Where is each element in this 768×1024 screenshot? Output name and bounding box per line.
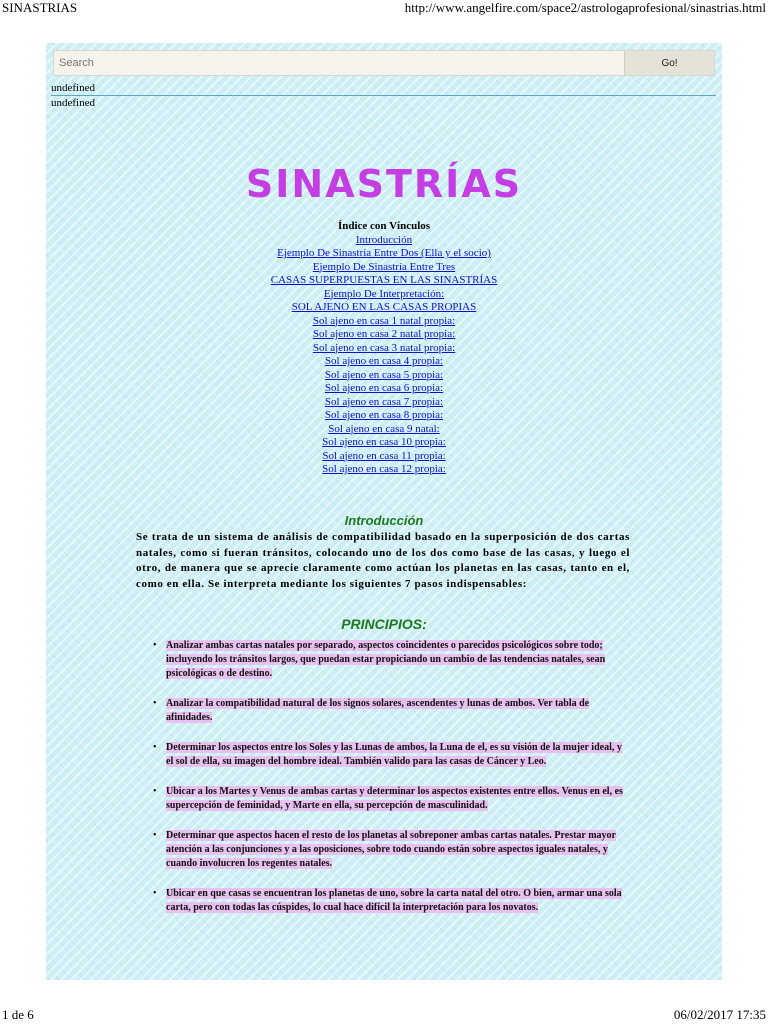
index-link[interactable]: Introducción <box>355 233 413 246</box>
page-title: SINASTRIAS <box>2 0 78 15</box>
page-number: 1 de 6 <box>2 1007 34 1022</box>
index-link[interactable]: Sol ajeno en casa 8 propia: <box>324 409 444 421</box>
list-item <box>150 829 628 871</box>
list-item <box>150 741 628 769</box>
list-item <box>150 697 628 725</box>
principle-text: Ubicar a los Martes y Venus de ambas cartas y determinar los aspectos existentes entre ellos. Venus en el, es supercepción de feminidad, y Marte en ella, su percepción de masculinidad. <box>166 786 623 811</box>
index-link[interactable]: Sol ajeno en casa 9 natal: <box>328 422 440 435</box>
principles-list <box>150 639 628 931</box>
bullet-icon: • <box>153 698 157 709</box>
divider <box>51 95 716 96</box>
undefined-text: undefined <box>51 97 95 109</box>
list-item <box>150 785 628 813</box>
search-input[interactable] <box>54 51 626 75</box>
index-link[interactable]: Sol ajeno en casa 11 propia: <box>322 449 446 462</box>
list-item <box>150 639 628 681</box>
principle-text: Determinar los aspectos entre los Soles y las Lunas de ambos, la Luna de el, es su visión de la mujer ideal, y el sol de ella, su imagen del hombre ideal. También valido para las casas de Cáncer y Leo. <box>166 742 622 767</box>
index-link[interactable]: Sol ajeno en casa 10 propia: <box>322 436 446 448</box>
print-footer <box>0 1007 768 1024</box>
intro-heading: Introducción <box>344 513 424 528</box>
index-link[interactable]: Ejemplo De Interpretación: <box>323 287 445 300</box>
content-panel <box>46 43 722 980</box>
bullet-icon: • <box>153 888 157 899</box>
index-link[interactable]: Ejemplo De Sinastría Entre Tres <box>312 260 456 273</box>
bullet-icon: • <box>153 786 157 797</box>
index-link[interactable]: Sol ajeno en casa 12 propia: <box>322 463 446 475</box>
index-link[interactable]: Sol ajeno en casa 6 propia: <box>324 382 444 394</box>
index-link[interactable]: CASAS SUPERPUESTAS EN LAS SINASTRÍAS <box>270 274 498 286</box>
index-link[interactable]: Ejemplo De Sinastría Entre Dos (Ella y el socio) <box>277 247 491 259</box>
print-header <box>0 0 768 16</box>
list-item <box>150 887 628 915</box>
index-link[interactable]: Sol ajeno en casa 2 natal propia: <box>312 328 456 340</box>
index-link[interactable]: SOL AJENO EN LAS CASAS PROPIAS <box>291 301 477 313</box>
index-heading: Índice con Vínculos <box>337 220 431 232</box>
bullet-icon: • <box>153 830 157 841</box>
principles-heading: PRINCIPIOS: <box>341 616 427 632</box>
index-link[interactable]: Sol ajeno en casa 3 natal propia: <box>312 341 456 354</box>
main-title: SINASTRÍAS <box>245 162 523 206</box>
principle-text: Analizar la compatibilidad natural de los signos solares, ascendentes y lunas de ambos. Ver tabla de afinidades. <box>166 698 590 723</box>
undefined-text: undefined <box>51 82 95 94</box>
principle-text: Analizar ambas cartas natales por separado, aspectos coincidentes o parecidos psicológicos sobre todo; incluyendo los tránsitos largos, que puedan estar propiciando un cambio de las tendencias natales, sean psicológicas o de destino. <box>166 640 606 679</box>
page-url: http://www.angelfire.com/space2/astrologaprofesional/sinastrias.html <box>404 0 766 15</box>
print-datetime: 06/02/2017 17:35 <box>673 1007 766 1022</box>
index-link[interactable]: Sol ajeno en casa 5 propia: <box>324 368 444 381</box>
principle-text: Determinar que aspectos hacen el resto de los planetas al sobreponer ambas cartas natales. Prestar mayor atención a las conjunciones y a las oposiciones, sobre todo cuando están sobre aspectos iguales natales, y cuando involucren los regentes natales. <box>166 830 616 869</box>
bullet-icon: • <box>153 640 157 651</box>
principle-text: Ubicar en que casas se encuentran los planetas de uno, sobre la carta natal del otro. O bien, armar una sola carta, pero con todas las cúspides, lo cual hace difícil la interpretación para los novatos. <box>166 888 622 913</box>
intro-paragraph: Se trata de un sistema de análisis de compatibilidad basado en la superposición de dos cartas natales, como si fueran tránsitos, colocando uno de los dos como base de las casas, y luego el otro, de manera que se aprecie claramente como actúan los planetas en las casas, tanto en el, como en ella. Se interpreta mediante los siguientes 7 pasos indispensables: <box>136 531 630 590</box>
go-button[interactable]: Go! <box>624 51 714 75</box>
index-link[interactable]: Sol ajeno en casa 1 natal propia: <box>312 314 456 327</box>
index-link[interactable]: Sol ajeno en casa 4 propia: <box>324 355 444 367</box>
bullet-icon: • <box>153 742 157 753</box>
index-list <box>46 220 722 477</box>
index-link[interactable]: Sol ajeno en casa 7 propia: <box>324 395 444 408</box>
search-bar <box>53 50 715 76</box>
